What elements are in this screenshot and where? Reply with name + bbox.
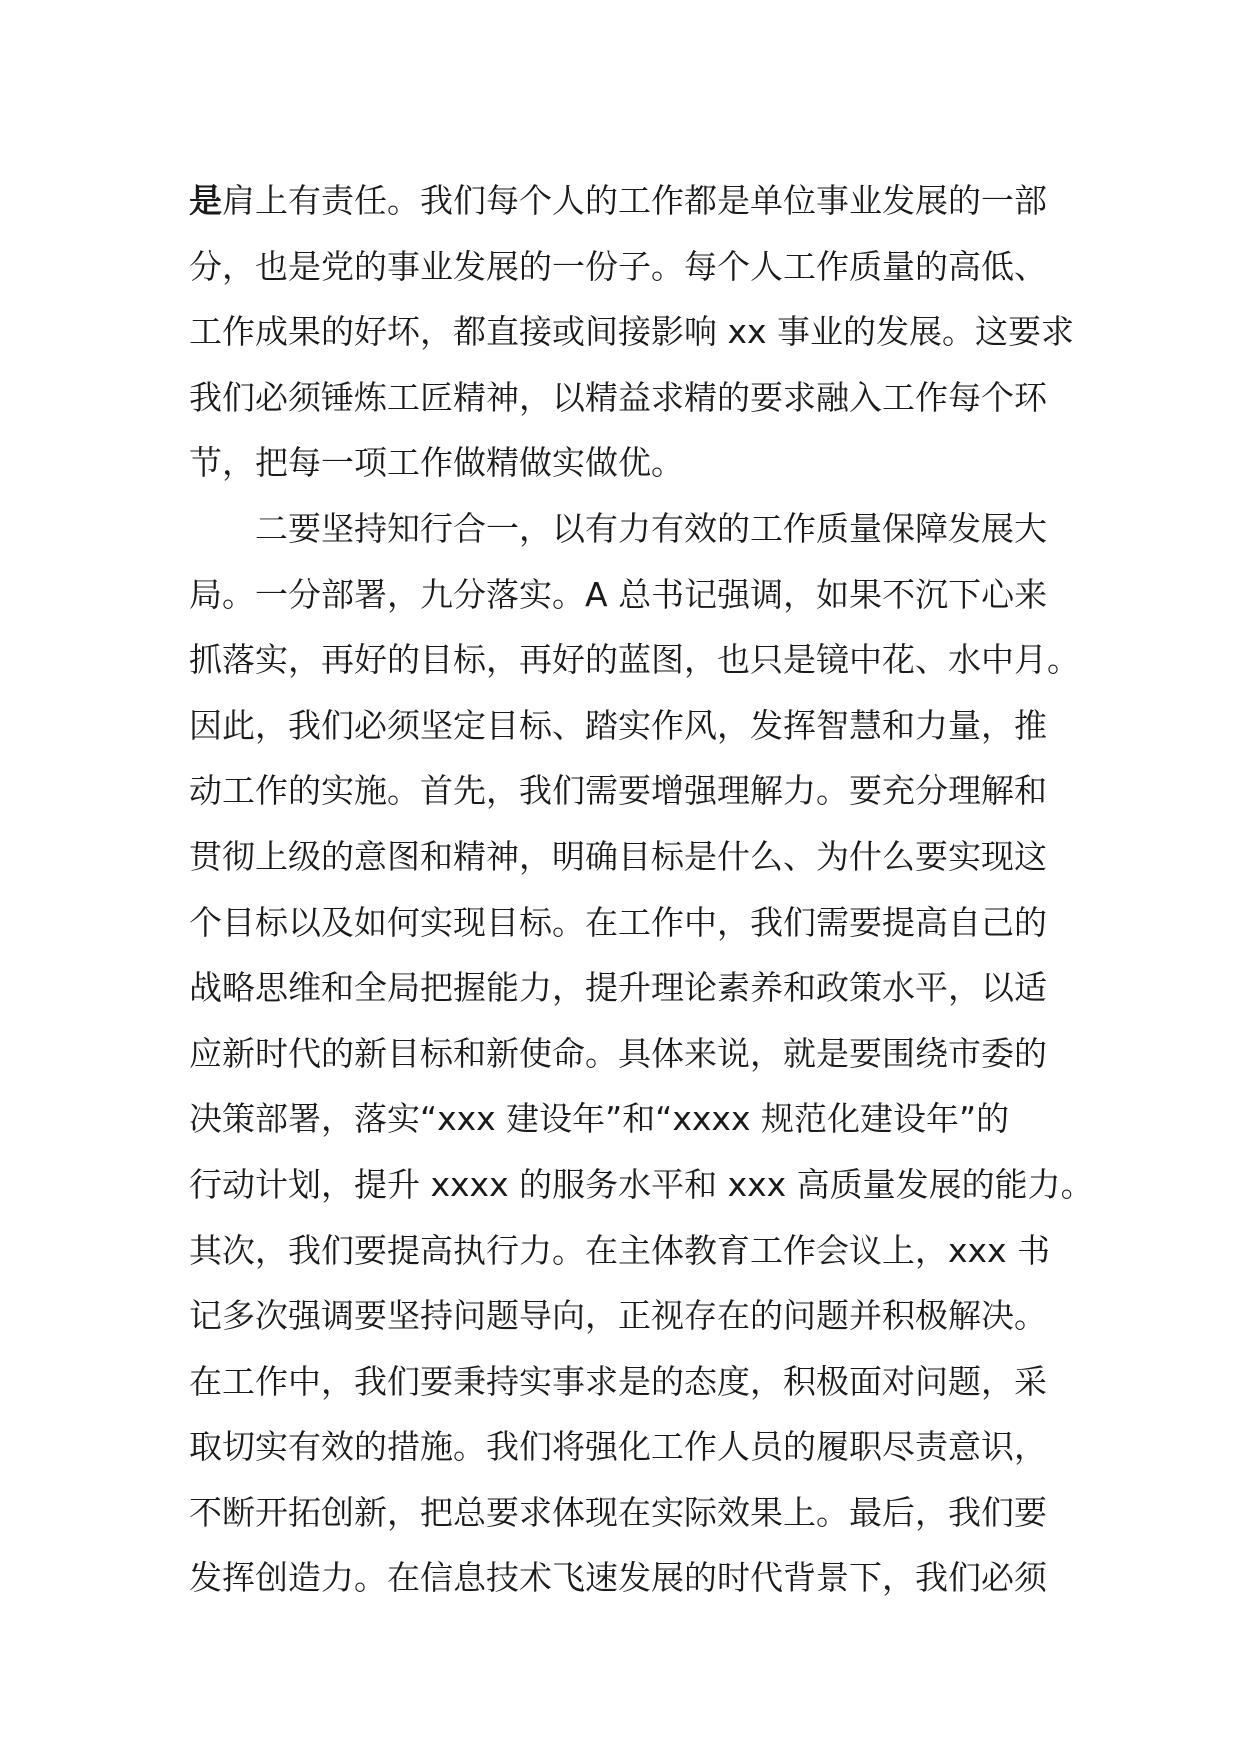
text-line: 其次，我们要提高执行力。在主体教育工作会议上，xxx 书	[189, 1230, 1051, 1270]
paragraph-first-line: 二要坚持知行合一，以有力有效的工作质量保障发展大	[255, 508, 1047, 548]
bold-lead-word: 是	[189, 181, 222, 220]
text-line: 分，也是党的事业发展的一份子。每个人工作质量的高低、	[189, 246, 1047, 286]
text-line: 我们必须锤炼工匠精神，以精益求精的要求融入工作每个环	[189, 377, 1047, 417]
text-line	[189, 168, 1069, 234]
text-line: 战略思维和全局把握能力，提升理论素养和政策水平，以适	[189, 968, 1047, 1008]
text-line: 行动计划，提升 xxxx 的服务水平和 xxx 高质量发展的能力。	[189, 1164, 1094, 1204]
line-text: 肩上有责任。我们每个人的工作都是单位事业发展的一部	[222, 181, 1047, 220]
text-line: 应新时代的新目标和新使命。具体来说，就是要围绕市委的	[189, 1033, 1047, 1073]
text-line: 抓落实，再好的目标，再好的蓝图，也只是镜中花、水中月。	[189, 640, 1080, 680]
text-line: 记多次强调要坚持问题导向，正视存在的问题并积极解决。	[189, 1296, 1047, 1336]
text-line: 因此，我们必须坚定目标、踏实作风，发挥智慧和力量，推	[189, 705, 1047, 745]
text-line: 取切实有效的措施。我们将强化工作人员的履职尽责意识，	[189, 1427, 1047, 1467]
text-line: 发挥创造力。在信息技术飞速发展的时代背景下，我们必须	[189, 1558, 1047, 1598]
text-line: 个目标以及如何实现目标。在工作中，我们需要提高自己的	[189, 902, 1047, 942]
text-line: 节，把每一项工作做精做实做优。	[189, 443, 684, 483]
text-line: 动工作的实施。首先，我们需要增强理解力。要充分理解和	[189, 771, 1047, 811]
text-line: 决策部署，落实“xxx 建设年”和“xxxx 规范化建设年”的	[189, 1099, 1010, 1139]
document-body	[189, 168, 1094, 1611]
text-line: 在工作中，我们要秉持实事求是的态度，积极面对问题，采	[189, 1361, 1047, 1401]
text-line: 局。一分部署，九分落实。A 总书记强调，如果不沉下心来	[189, 574, 1048, 614]
text-line: 贯彻上级的意图和精神，明确目标是什么、为什么要实现这	[189, 836, 1047, 876]
text-line: 工作成果的好坏，都直接或间接影响 xx 事业的发展。这要求	[189, 312, 1075, 352]
text-line: 不断开拓创新，把总要求体现在实际效果上。最后，我们要	[189, 1492, 1047, 1532]
